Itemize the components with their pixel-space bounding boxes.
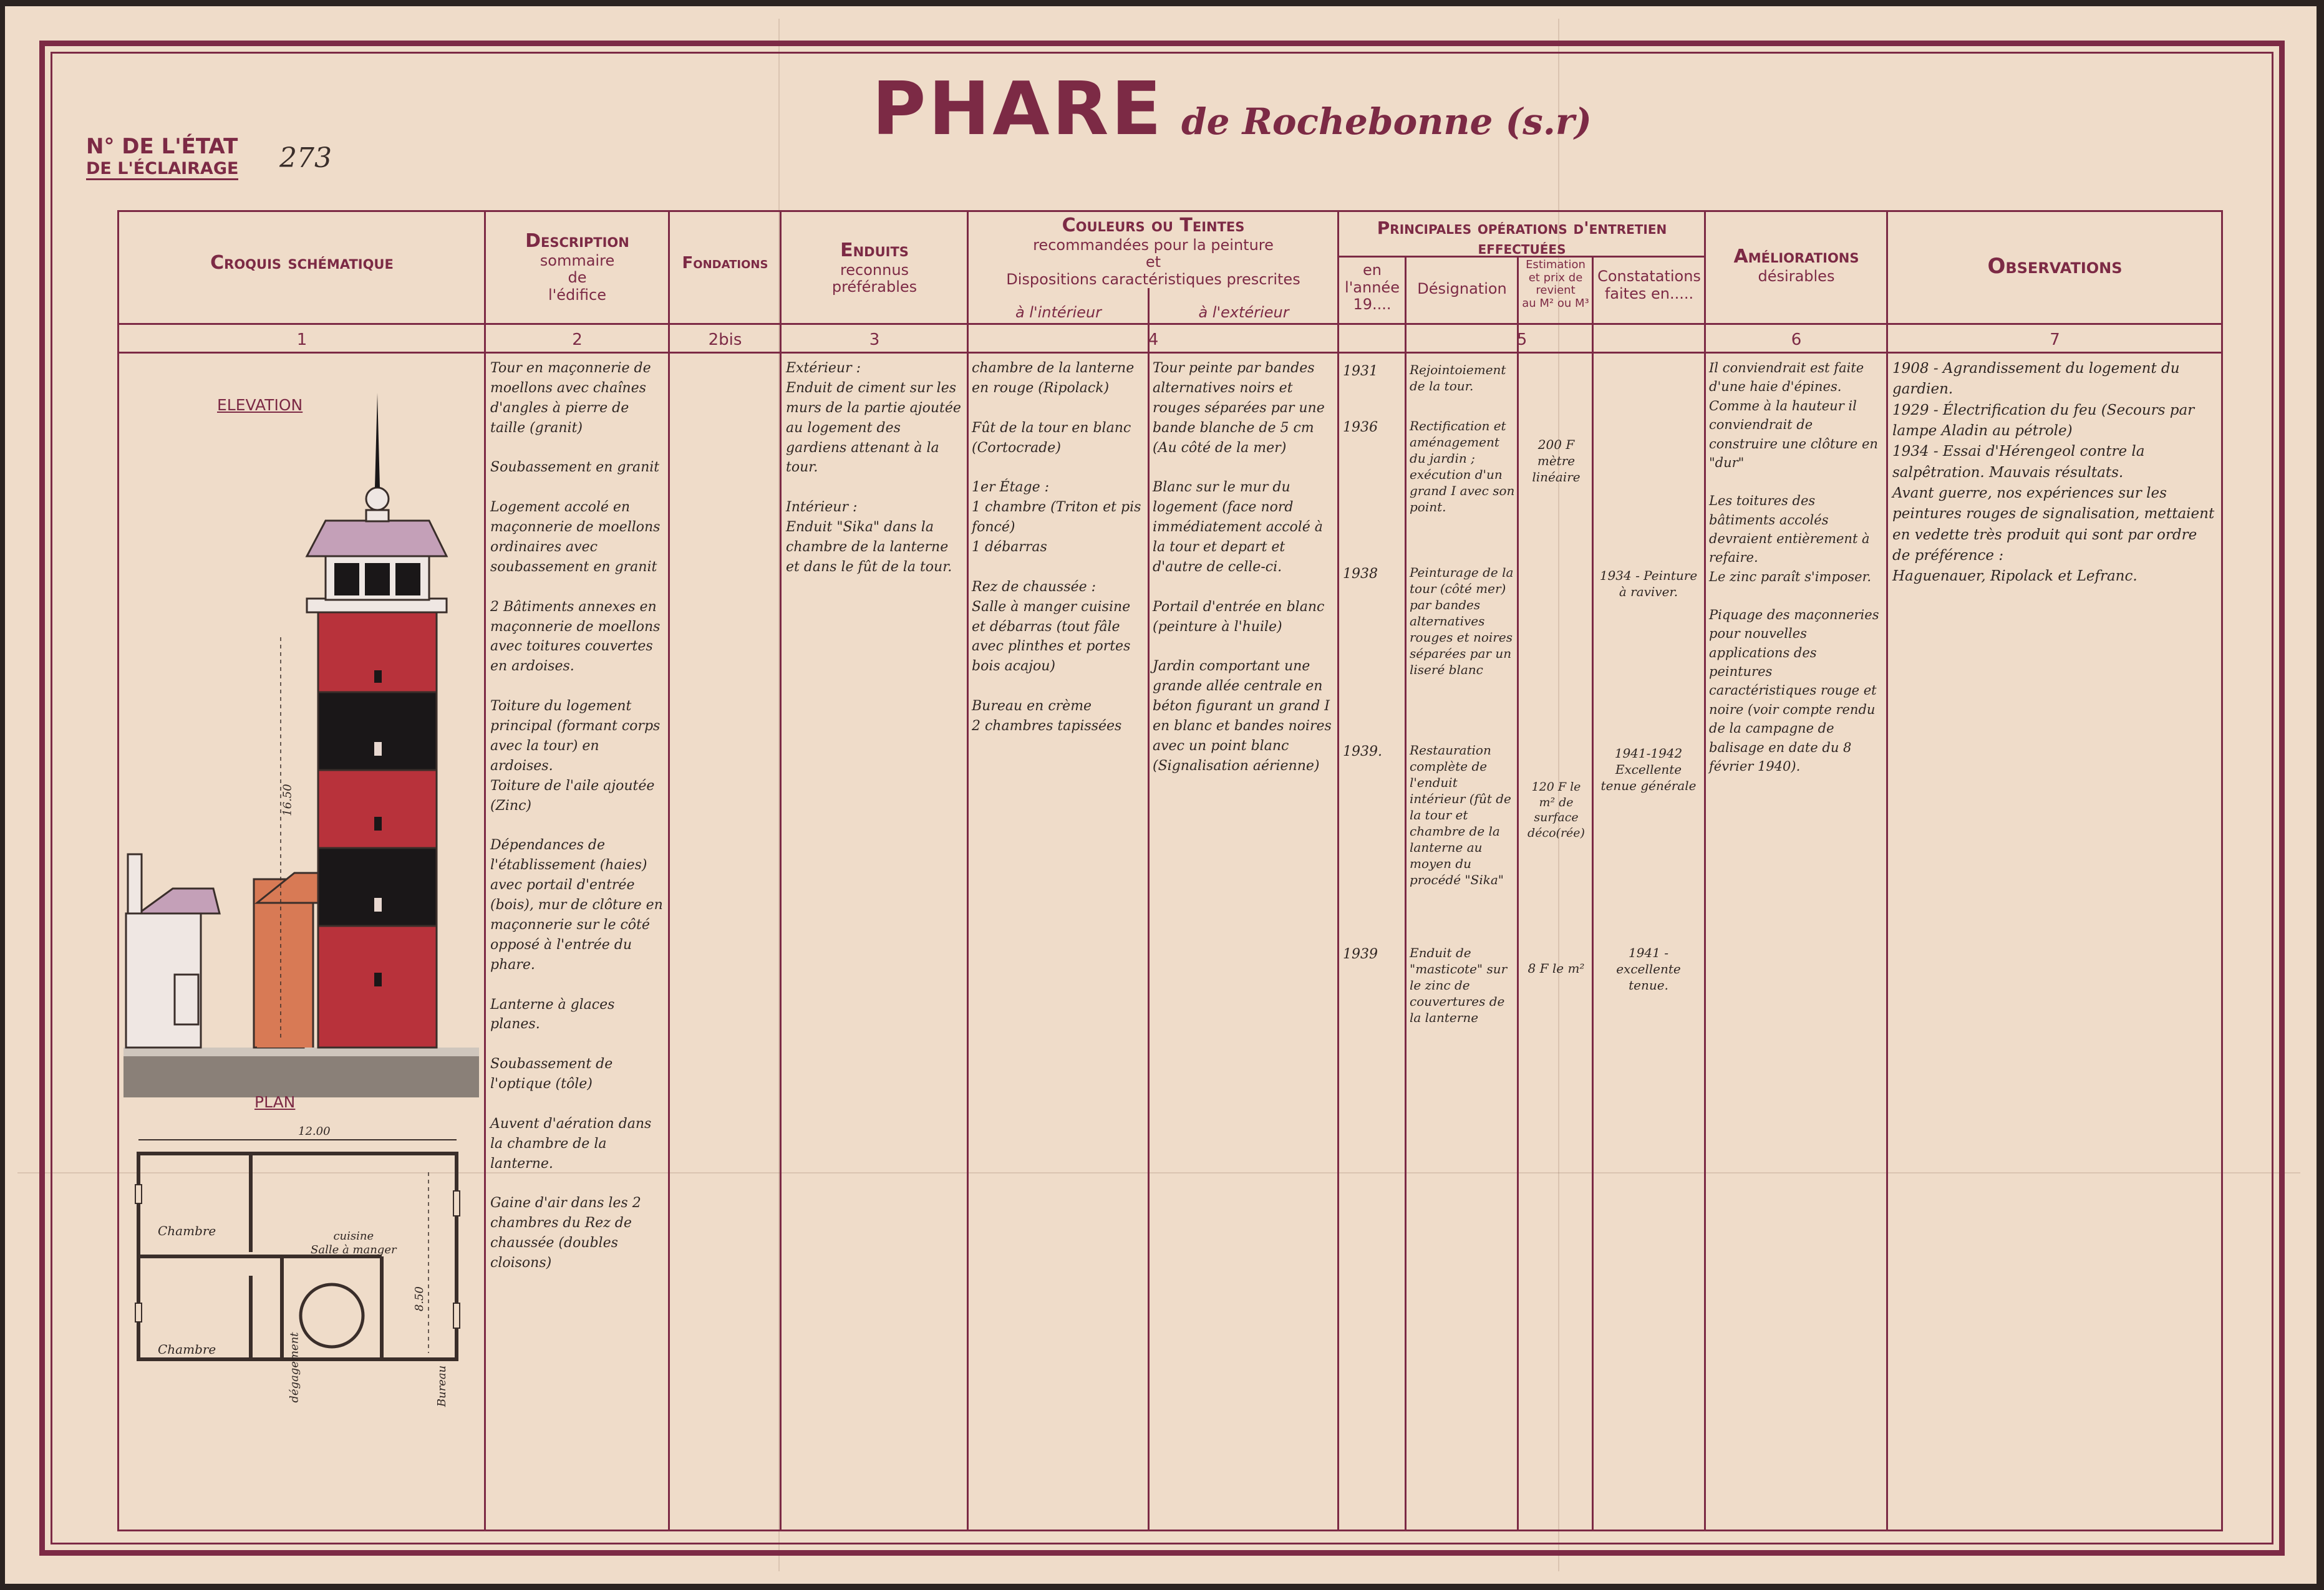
header-exterieur: à l'extérieur bbox=[1198, 304, 1289, 321]
header-croquis: Croquis schématique bbox=[210, 252, 394, 274]
designation-3: Peinturage de la tour (côté mer) par bandes alternatives rouges et noires séparées par un liseré blanc bbox=[1410, 565, 1514, 677]
designation-5: Enduit de "masticote" sur le zinc de couvertures de la lanterne bbox=[1410, 945, 1508, 1025]
col-line-5a bbox=[1405, 256, 1407, 1531]
etat-label bbox=[86, 134, 238, 180]
width-dimension: 12.00 bbox=[298, 1125, 331, 1138]
estimation-1: 200 F mètre linéaire bbox=[1532, 437, 1581, 484]
header-couleurs: Couleurs ou Teintes recommandées pour la peinture et Dispositions caractéristiques prescrites bbox=[1006, 214, 1300, 288]
rock-base bbox=[123, 1054, 479, 1097]
designation-2: Rectification et aménagement du jardin ; exécution d'un grand I avec son point. bbox=[1410, 418, 1515, 514]
constatation-3: 1941 - excellente tenue. bbox=[1616, 945, 1681, 993]
room-cuisine: cuisine Salle à manger bbox=[311, 1230, 397, 1256]
annee-2: 1936 bbox=[1343, 420, 1378, 435]
col-line-6 bbox=[1704, 210, 1706, 1531]
tower-spire bbox=[375, 393, 380, 488]
room-chambre-2: Chambre bbox=[158, 1342, 216, 1357]
col-line-3 bbox=[780, 210, 782, 1531]
col-line-5 bbox=[1337, 210, 1339, 1531]
annee-4: 1939. bbox=[1343, 744, 1382, 759]
etat-number: 273 bbox=[279, 142, 332, 174]
plan-label: PLAN bbox=[254, 1093, 296, 1111]
col-line-4b bbox=[1148, 288, 1150, 1531]
header-ameliorations: Améliorations désirables bbox=[1733, 246, 1859, 285]
room-degagement: dégagement bbox=[288, 1332, 301, 1403]
keeper-house bbox=[126, 913, 201, 1048]
col-num-5: 5 bbox=[1516, 330, 1528, 349]
room-chambre-1: Chambre bbox=[158, 1223, 216, 1238]
title-main: PHARE bbox=[872, 65, 1164, 152]
etat-line2: DE L'ÉCLAIRAGE bbox=[86, 159, 238, 180]
col-num-1: 1 bbox=[296, 330, 307, 349]
col-line-5b bbox=[1517, 256, 1519, 1531]
col-num-7: 7 bbox=[2050, 330, 2060, 349]
col-line-4 bbox=[967, 210, 969, 1531]
height-dimension: 16.50 bbox=[281, 784, 294, 816]
annee-5: 1939 bbox=[1343, 947, 1378, 962]
header-interieur: à l'intérieur bbox=[1015, 304, 1102, 321]
col-line-5c bbox=[1592, 256, 1594, 1531]
ameliorations-text: Il conviendrait est faite d'une haie d'épines. Comme à la hauteur il conviendrait de construire une clôture en "dur" Les toitures des bâtiments accolés devraient entièrement à refaire. Le zinc paraît s'imposer. Piquage des maçonneries pour nouvelles applications des peintures caractéristiques rouge et noire (voir compte rendu de la campagne de balisage en date du 8 février 1940). bbox=[1709, 360, 1879, 774]
table-top-line bbox=[117, 210, 2223, 212]
annee-1: 1931 bbox=[1343, 364, 1378, 379]
title-sub: de Rochebonne (s.r) bbox=[1181, 100, 1592, 143]
estimation-3: 8 F le m² bbox=[1528, 961, 1585, 976]
col-line-0 bbox=[117, 210, 119, 1531]
header-annee: en l'année 19.... bbox=[1345, 261, 1400, 314]
col-num-3: 3 bbox=[869, 330, 880, 349]
lantern-roof bbox=[307, 521, 447, 556]
header-fondations: Fondations bbox=[682, 254, 768, 272]
col-line-8 bbox=[2221, 210, 2223, 1531]
col-num-6: 6 bbox=[1791, 330, 1802, 349]
header-enduits: Enduits reconnus préférables bbox=[831, 239, 917, 296]
col-line-2 bbox=[668, 210, 670, 1531]
room-bureau: Bureau bbox=[435, 1365, 449, 1407]
estimation-2: 120 F le m² de surface déco(rée) bbox=[1528, 780, 1585, 841]
annee-3: 1938 bbox=[1343, 566, 1378, 582]
couleurs-interieur-text: chambre de la lanterne en rouge (Ripolack) Fût de la tour en blanc (Cortocrade) 1er Étage : 1 chambre (Triton et pis foncé) 1 débarras Rez de chaussée : Salle à manger cuisine et débarras (tout fâle avec plinthes et portes bois acajou) Bureau en crème 2 chambres tapissées bbox=[972, 360, 1141, 735]
chart-sheet bbox=[5, 6, 2317, 1584]
designation-1: Rejointoiement de la tour. bbox=[1410, 362, 1506, 393]
col-num-4: 4 bbox=[1148, 330, 1159, 349]
header-operations: Principales opérations d'entretien effectuées bbox=[1377, 218, 1667, 259]
constatation-1: 1934 - Peinture à raviver. bbox=[1599, 568, 1698, 599]
col-num-2: 2 bbox=[572, 330, 583, 349]
page-title bbox=[872, 65, 1592, 152]
couleurs-exterieur-text: Tour peinte par bandes alternatives noirs et rouges séparées par une bande blanche de 5 cm (Au côté de la mer) Blanc sur le mur du logement (face nord immédiatement accolé à la tour et depart et d'autre de celle-ci. Portail d'entrée en blanc (peinture à l'huile) Jardin comportant une grande allée centrale en béton figurant un grand I en blanc et bandes noires avec un point blanc (Signalisation aérienne) bbox=[1153, 360, 1332, 774]
table-bottom-line bbox=[117, 1530, 2223, 1531]
header-constatations: Constatations faites en..... bbox=[1597, 267, 1701, 302]
description-text: Tour en maçonnerie de moellons avec chaînes d'angles à pierre de taille (granit) Soubassement en granit Logement accolé en maçonnerie de moellons ordinaires avec soubassement en granit 2 Bâtiments annexes en maçonnerie de moellons avec toitures couvertes en ardoises. Toiture du logement principal (formant corps avec la tour) en ardoises. Toiture de l'aile ajoutée (Zinc) Dépendances de l'établissement (haies) avec portail d'entrée (bois), mur de clôture en maçonnerie sur le côté opposé à l'entrée du phare. Lanterne à glaces planes. Soubassement de l'optique (tôle) Auvent d'aération dans la chambre de la lanterne. Gaine d'air dans les 2 chambres du Rez de chaussée (doubles cloisons) bbox=[490, 360, 663, 1271]
tower-band-2 bbox=[318, 692, 437, 770]
header-observations: Observations bbox=[1987, 254, 2123, 279]
header-estimation: Estimation et prix de revient au M² ou M³ bbox=[1522, 258, 1589, 311]
designation-4: Restauration complète de l'enduit intérieur (fût de la tour et chambre de la lanterne au moyen du procédé "Sika" bbox=[1410, 743, 1511, 887]
house-roof bbox=[138, 889, 220, 913]
tower-band-3 bbox=[318, 770, 437, 848]
header-description: Description sommaire de l'édifice bbox=[525, 230, 629, 304]
elevation-label: ELEVATION bbox=[217, 396, 303, 414]
table-num-line bbox=[117, 352, 2223, 354]
col-line-7 bbox=[1886, 210, 1888, 1531]
tower-band-5 bbox=[318, 926, 437, 1048]
tower-band-4 bbox=[318, 848, 437, 926]
depth-dimension: 8.50 bbox=[412, 1286, 426, 1312]
col-line-1 bbox=[484, 210, 486, 1531]
observations-text: 1908 - Agrandissement du logement du gardien. 1929 - Électrification du feu (Secours par lampe Aladin au pétrole) 1934 - Essai d'Hérengeol contre la salpêtration. Mauvais résultats. Avant guerre, nos expériences sur les peintures rouges de signalisation, mettaient en vedette très produit qui sont par ordre de préférence : Haguenauer, Ripolack et Lefranc. bbox=[1892, 360, 2215, 585]
etat-line1: N° DE L'ÉTAT bbox=[86, 134, 238, 159]
table-header-line bbox=[117, 323, 2223, 325]
header-designation: Désignation bbox=[1417, 280, 1507, 297]
enduits-text: Extérieur : Enduit de ciment sur les murs de la partie ajoutée au logement des gardiens attenant à la tour. Intérieur : Enduit "Sika" dans la chambre de la lanterne et dans le fût de la tour. bbox=[786, 360, 961, 575]
col-num-2bis: 2bis bbox=[708, 330, 742, 349]
constatation-2: 1941-1942 Excellente tenue générale bbox=[1600, 746, 1697, 793]
